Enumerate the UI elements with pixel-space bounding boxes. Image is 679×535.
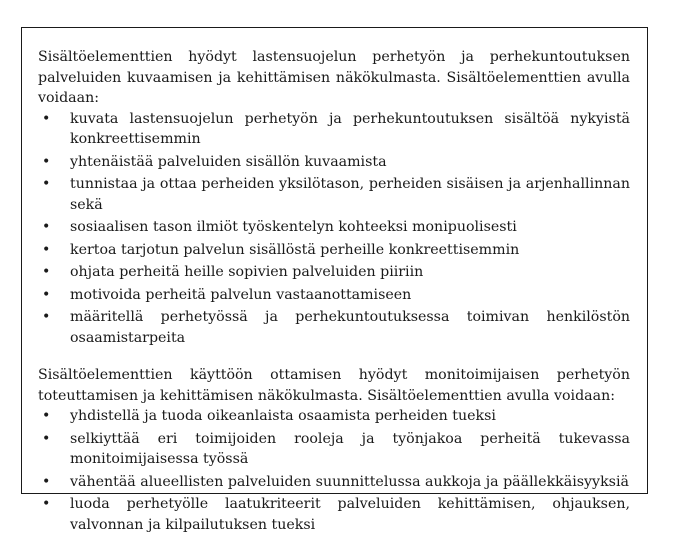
list-item-text: motivoida perheitä palvelun vastaanottamiseen (70, 286, 412, 303)
list-item-text: yhtenäistää palveluiden sisällön kuvaamista (70, 153, 387, 170)
bullet-icon: • (42, 219, 51, 235)
list-item-text: kuvata lastensuojelun perhetyön ja perhekuntoutuksen sisältöä nykyistä konkreettisemmin (70, 110, 630, 147)
bullet-icon: • (42, 473, 51, 490)
list-item (38, 152, 630, 173)
list-item (38, 472, 630, 493)
list-item (38, 429, 630, 470)
list-item (38, 217, 630, 238)
bullet-icon: • (42, 153, 51, 170)
list-item (38, 174, 630, 215)
bullet-icon: • (42, 309, 51, 325)
bullet-icon: • (42, 264, 51, 280)
bullet-icon: • (42, 286, 51, 303)
list-item-text: vähentää alueellisten palveluiden suunnittelussa aukkoja ja päällekkäisyyksiä (70, 473, 629, 490)
list-item (38, 406, 630, 427)
list-item-text: ohjata perheitä heille sopivien palveluiden piiriin (70, 264, 424, 280)
section-gap (38, 350, 630, 365)
list-item (38, 307, 630, 348)
list-item-text: yhdistellä ja tuoda oikeanlaista osaamista perheiden tueksi (70, 408, 496, 424)
section1-bullet-list (38, 109, 630, 349)
list-item-text: luoda perhetyölle laatukriteerit palveluiden kehittämisen, ohjauksen, valvonnan ja kilpailutuksen tueksi (70, 496, 630, 533)
list-item-text: kertoa tarjotun palvelun sisällöstä perheille konkreettisemmin (70, 241, 520, 258)
section2-intro: Sisältöelementtien käyttöön ottamisen hyödyt monitoimijaisen perhetyön toteuttamisen ja kehittämisen näkökulmasta. Sisältöelementtien avulla voidaan: (38, 367, 630, 404)
bullet-icon: • (42, 496, 51, 512)
bullet-icon: • (42, 110, 51, 127)
bullet-icon: • (42, 176, 51, 192)
text-box (21, 27, 648, 533)
list-item (38, 240, 630, 261)
list-item-text: sosiaalisen tason ilmiöt työskentelyn kohteeksi monipuolisesti (70, 219, 517, 235)
list-item (38, 494, 630, 535)
bullet-icon: • (42, 408, 51, 424)
list-item (38, 262, 630, 283)
bullet-icon: • (42, 430, 51, 447)
section1-intro: Sisältöelementtien hyödyt lastensuojelun perhetyön ja perhekuntoutuksen palveluiden kuvaamisen ja kehittämisen näkökulmasta. Sisältöelementtien avulla voidaan: (38, 49, 630, 106)
list-item-text: tunnistaa ja ottaa perheiden yksilötason, perheiden sisäisen ja arjenhallinnan sekä (70, 176, 630, 213)
list-item-text: selkiyttää eri toimijoiden rooleja ja työnjakoa perheitä tukevassa monitoimijaisessa työssä (70, 430, 630, 467)
bullet-icon: • (42, 241, 51, 258)
list-item (38, 109, 630, 150)
list-item (38, 285, 630, 306)
list-item-text: määritellä perhetyössä ja perhekuntoutuksessa toimivan henkilöstön osaamistarpeita (70, 309, 630, 346)
section2-bullet-list (38, 406, 630, 535)
